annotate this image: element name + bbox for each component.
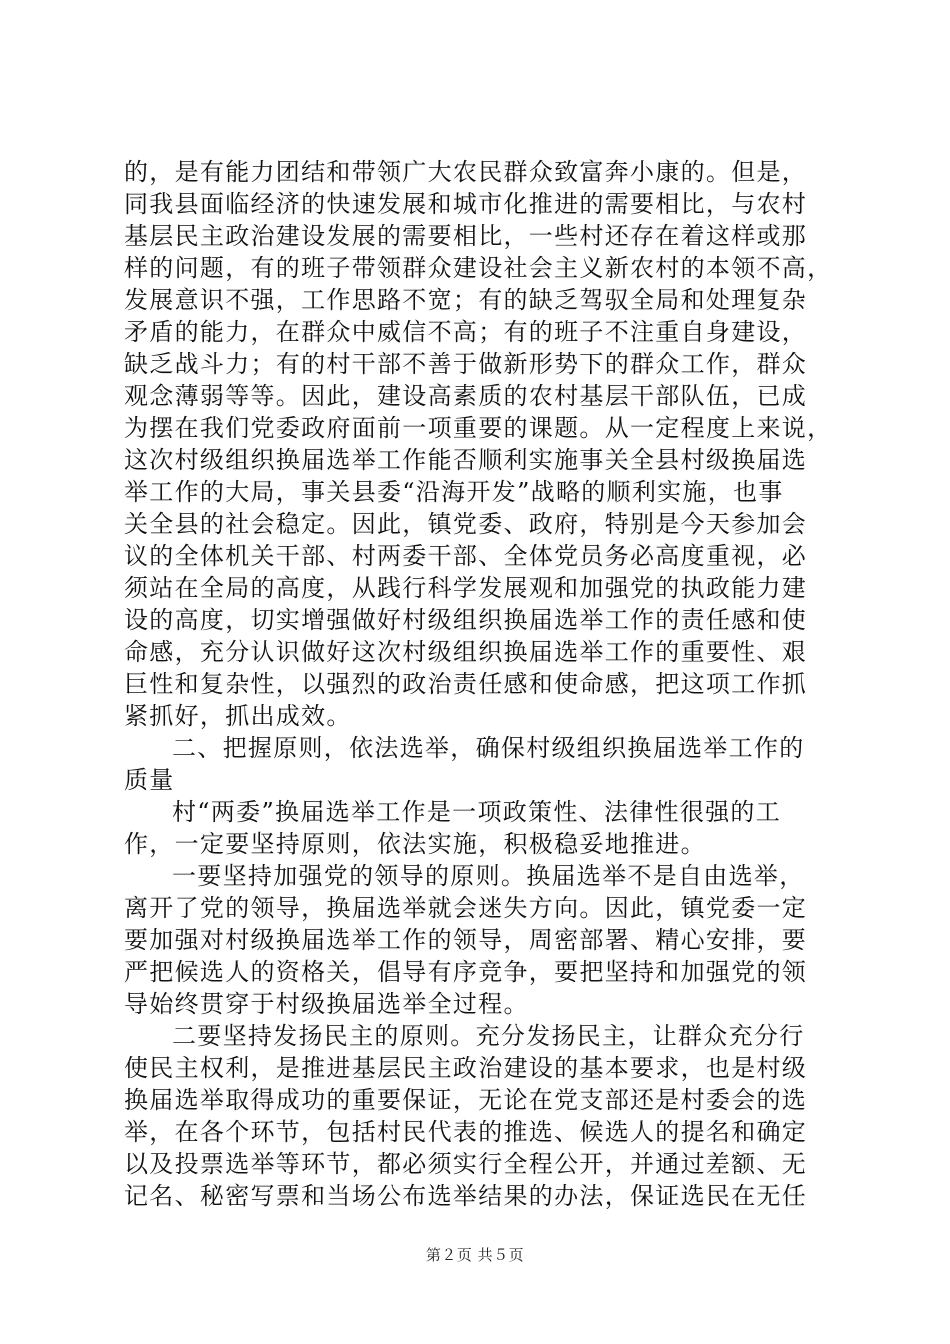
text-line: 命感，充分认识做好这次村级组织换届选举工作的重要性、艰 [124,638,808,666]
section-heading: 二、把握原则，依法选举，确保村级组织换届选举工作的 [172,734,805,762]
text-line: 同我县面临经济的快速发展和城市化推进的需要相比，与农村 [124,190,808,218]
text-line: 严把候选人的资格关，倡导有序竞争，要把坚持和加强党的领 [124,958,808,986]
text-line: 矛盾的能力，在群众中威信不高；有的班子不注重自身建设， [124,318,808,346]
text-line: 举，在各个环节，包括村民代表的推选、候选人的提名和确定 [124,1118,808,1146]
text-line: 要加强对村级换届选举工作的领导，周密部署、精心安排，要 [124,926,808,954]
text-line: 一要坚持加强党的领导的原则。换届选举不是自由选举， [172,862,805,890]
text-line: 以及投票选举等环节，都必须实行全程公开，并通过差额、无 [124,1150,808,1178]
text-line: 举工作的大局，事关县委“沿海开发”战略的顺利实施，也事 [124,478,784,506]
text-line: 为摆在我们党委政府面前一项重要的课题。从一定程度上来说， [124,414,833,442]
text-line: 样的问题，有的班子带领群众建设社会主义新农村的本领不高， [124,254,833,282]
page-number-footer: 第２页 共５页 [425,1246,525,1264]
text-line: 这次村级组织换届选举工作能否顺利实施事关全县村级换届选 [124,446,808,474]
text-line: 使民主权利，是推进基层民主政治建设的基本要求，也是村级 [124,1054,808,1082]
text-line: 缺乏战斗力；有的村干部不善于做新形势下的群众工作，群众 [124,350,808,378]
body-text [124,156,836,1212]
text-line: 观念薄弱等等。因此，建设高素质的农村基层干部队伍，已成 [124,382,808,410]
text-line: 巨性和复杂性，以强烈的政治责任感和使命感，把这项工作抓 [124,670,808,698]
text-line: 换届选举取得成功的重要保证，无论在党支部还是村委会的选 [124,1086,808,1114]
text-line: 关全县的社会稳定。因此，镇党委、政府，特别是今天参加会 [124,510,808,538]
section-heading-continued: 质量 [124,766,175,794]
text-line: 紧抓好，抓出成效。 [124,702,352,730]
text-line: 发展意识不强，工作思路不宽；有的缺乏驾驭全局和处理复杂 [124,286,808,314]
text-line: 二要坚持发扬民主的原则。充分发扬民主，让群众充分行 [172,1022,805,1050]
text-line: 设的高度，切实增强做好村级组织换届选举工作的责任感和使 [124,606,808,634]
text-line: 离开了党的领导，换届选举就会迷失方向。因此，镇党委一定 [124,894,808,922]
text-line: 作，一定要坚持原则，依法实施，积极稳妥地推进。 [124,830,706,858]
text-line: 须站在全局的高度，从践行科学发展观和加强党的执政能力建 [124,574,808,602]
text-line: 记名、秘密写票和当场公布选举结果的办法，保证选民在无任 [124,1182,808,1210]
text-line: 导始终贯穿于村级换届选举全过程。 [124,990,529,1018]
text-line: 村“两委”换届选举工作是一项政策性、法律性很强的工 [172,798,782,826]
text-line: 的，是有能力团结和带领广大农民群众致富奔小康的。但是， [124,158,808,186]
text-line: 基层民主政治建设发展的需要相比，一些村还存在着这样或那 [124,222,808,250]
text-line: 议的全体机关干部、村两委干部、全体党员务必高度重视，必 [124,542,808,570]
